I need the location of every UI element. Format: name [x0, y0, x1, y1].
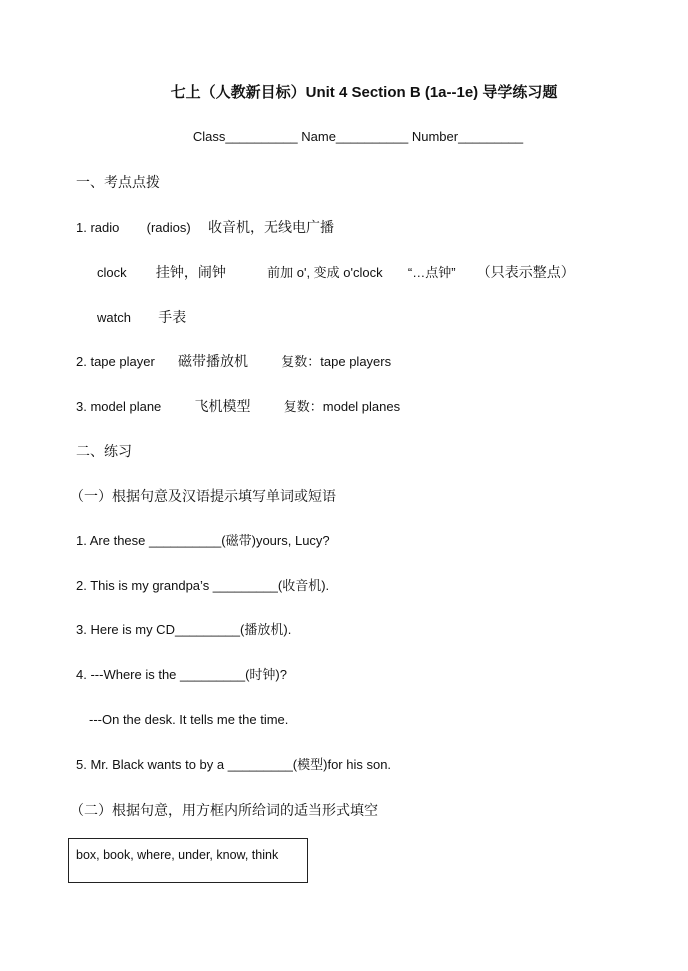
item-meaning: 飞机模型 [194, 398, 251, 414]
part2-heading: （二）根据句意，用方框内所给词的适当形式填空 [70, 802, 378, 818]
item-meaning: 挂钟，闹钟 [155, 264, 226, 280]
item-tape-player [76, 352, 391, 371]
item-word: 3. model plane [76, 399, 162, 414]
item-watch [97, 308, 186, 327]
item-note3: （只表示整点） [476, 264, 575, 280]
item-meaning: 收音机，无线电广播 [207, 219, 334, 235]
item-meaning: 磁带播放机 [178, 353, 249, 369]
question-4: 4. ---Where is the _________(时钟)? [76, 667, 287, 682]
item-word: 1. radio [76, 220, 120, 235]
item-word: clock [97, 265, 127, 280]
item-radio [76, 218, 334, 237]
word-box-text: box, book, where, under, know, think [76, 848, 279, 862]
question-1: 1. Are these __________(磁带)yours, Lucy? [76, 533, 330, 548]
item-meaning: 手表 [158, 309, 187, 325]
question-4-answer: ---On the desk. It tells me the time. [89, 712, 289, 727]
question-5: 5. Mr. Black wants to by a _________(模型)for his son. [76, 757, 392, 772]
item-plural: 复数：tape players [281, 354, 392, 369]
item-extra: (radios) [146, 220, 191, 235]
section1-heading: 一、考点点拨 [76, 174, 160, 190]
part1-heading: （一）根据句意及汉语提示填写单词或短语 [70, 488, 336, 504]
item-plural: 复数：model planes [283, 399, 401, 414]
page-title: 七上（人教新目标）Unit 4 Section B (1a--1e) 导学练习题 [170, 84, 558, 101]
question-3: 3. Here is my CD_________(播放机). [76, 622, 292, 637]
word-box [68, 838, 308, 883]
item-clock [97, 263, 575, 282]
item-note: 前加 o', 变成 o'clock [267, 265, 383, 280]
item-note2: “…点钟” [407, 265, 456, 280]
item-model-plane [76, 397, 400, 416]
item-word: 2. tape player [76, 354, 155, 369]
item-word: watch [97, 310, 131, 325]
info-line: Class__________ Name__________ Number_________ [192, 129, 524, 144]
section2-heading: 二、练习 [76, 443, 132, 459]
question-2: 2. This is my grandpa’s _________(收音机). [76, 578, 330, 593]
